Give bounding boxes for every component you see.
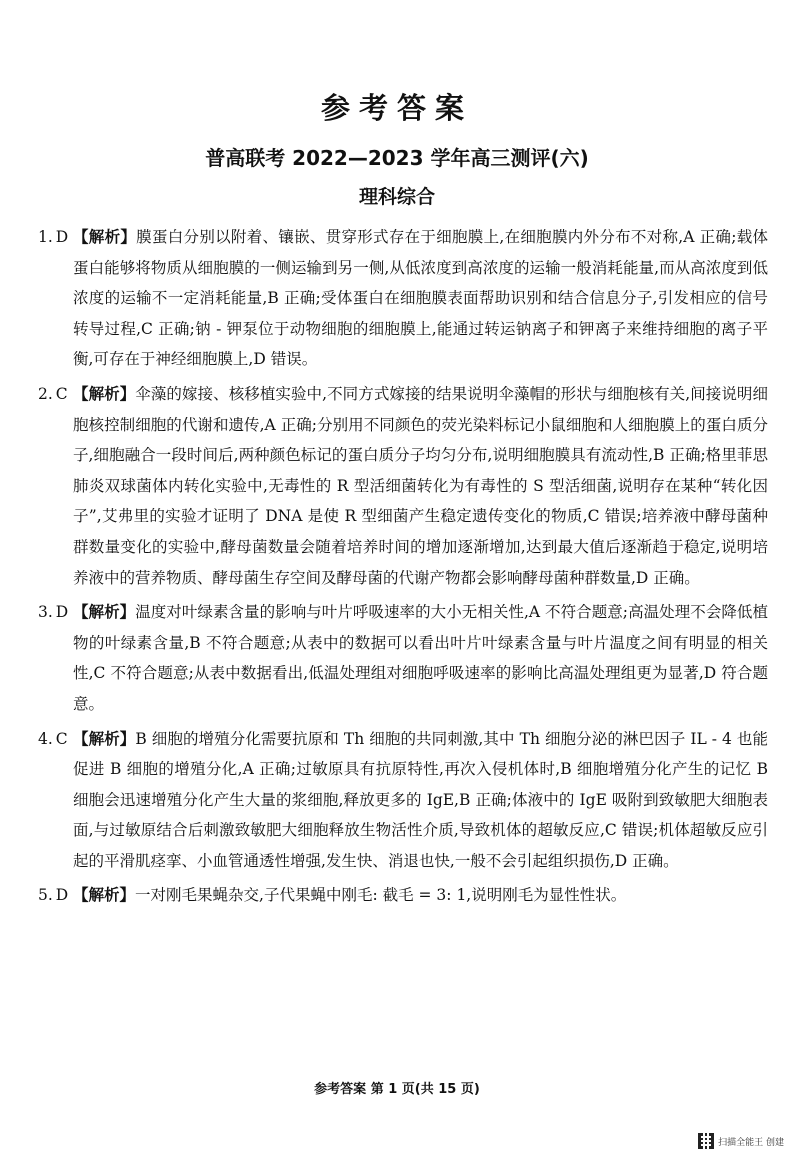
scanner-watermark (698, 1132, 784, 1150)
analysis-tag: 【解析】 (73, 384, 136, 403)
analysis-text: 膜蛋白分别以附着、镶嵌、贯穿形式存在于细胞膜上,在细胞膜内外分布不对称,A 正确;载体蛋白能够将物质从细胞膜的一侧运输到另一侧,从低浓度到高浓度的运输一般消耗能量,而从高浓度到低浓度的运输不一定消耗能量,B 正确;受体蛋白在细胞膜表面帮助识别和结合信息分子,引发相应的信号转导过程,C 正确;钠 - 钾泵位于动物细胞的细胞膜上,能通过转运钠离子和钾离子来维持细胞的离子平衡,可存在于神经细胞膜上,D 错误。 (73, 228, 768, 369)
analysis-text: 伞藻的嫁接、核移植实验中,不同方式嫁接的结果说明伞藻帽的形状与细胞核有关,间接说明细胞核控制细胞的代谢和遗传,A 正确;分别用不同颜色的荧光染料标记小鼠细胞和人细胞膜上的蛋白质分子,细胞融合一段时间后,两种颜色标记的蛋白质分子均匀分布,说明细胞膜具有流动性,B 正确;格里菲思肺炎双球菌体内转化实验中,无毒性的 R 型活细菌转化为有毒性的 S 型活细菌,说明存在某种“转化因子”,艾弗里的实验才证明了 DNA 是使 R 型细菌产生稳定遗传变化的物质,C 错误;培养液中酵母菌种群数量变化的实验中,酵母菌数量会随着培养时间的增加逐渐增加,达到最大值后逐渐趋于稳定,说明培养液中的营养物质、酵母菌生存空间及酵母菌的代谢产物都会影响酵母菌种群数量,D 正确。 (73, 384, 768, 587)
subject-heading: 理科综合 (358, 186, 435, 208)
watermark-text: 扫描全能王 创建 (718, 1137, 784, 1148)
answer-choice: D (55, 603, 69, 622)
analysis-text: 一对刚毛果蝇杂交,子代果蝇中刚毛: 截毛 = 3: 1,说明刚毛为显性性状。 (135, 886, 627, 905)
answer-list (38, 222, 768, 915)
answer-item-3 (38, 597, 768, 719)
answer-number: 3. (38, 603, 53, 622)
qr-code-icon (698, 1133, 714, 1149)
exam-subtitle: 普高联考 2022—2023 学年高三测评(六) (205, 146, 589, 170)
answer-item-5 (38, 880, 768, 911)
answer-number: 1. (38, 228, 53, 246)
answer-number: 5. (38, 886, 53, 905)
answer-number: 4. (38, 729, 53, 748)
analysis-tag: 【解析】 (73, 603, 136, 622)
answer-item-4 (38, 724, 768, 877)
analysis-tag: 【解析】 (73, 886, 136, 905)
answer-choice: D (55, 886, 69, 905)
answer-item-2 (38, 379, 768, 593)
analysis-tag: 【解析】 (73, 729, 136, 748)
answer-choice: C (55, 384, 68, 403)
analysis-text: 温度对叶绿素含量的影响与叶片呼吸速率的大小无相关性,A 不符合题意;高温处理不会降低植物的叶绿素含量,B 不符合题意;从表中的数据可以看出叶片叶绿素含量与叶片温度之间有明显的相关性,C 不符合题意;从表中数据看出,低温处理组对细胞呼吸速率的影响比高温处理组更为显著,D 符合题意。 (73, 603, 768, 713)
analysis-text: B 细胞的增殖分化需要抗原和 Th 细胞的共同刺激,其中 Th 细胞分泌的淋巴因子 IL - 4 也能促进 B 细胞的增殖分化,A 正确;过敏原具有抗原特性,再次入侵机体时,B 细胞增殖分化产生的记忆 B 细胞会迅速增殖分化产生大量的浆细胞,释放更多的 IgE,B 正确;体液中的 IgE 吸附到致敏肥大细胞表面,与过敏原结合后刺激致敏肥大细胞释放生物活性介质,导致机体的超敏反应,C 错误;机体超敏反应引起的平滑肌痉挛、小血管通透性增强,发生快、消退也快,一般不会引起组织损伤,D 正确。 (73, 729, 768, 870)
answer-choice: C (55, 729, 68, 748)
answer-item-1 (38, 222, 768, 375)
answer-choice: D (55, 228, 69, 246)
answer-number: 2. (38, 384, 53, 403)
analysis-tag: 【解析】 (73, 228, 137, 246)
page-title: 参考答案 (320, 91, 473, 125)
page-footer: 参考答案 第 1 页(共 15 页) (314, 1082, 480, 1097)
